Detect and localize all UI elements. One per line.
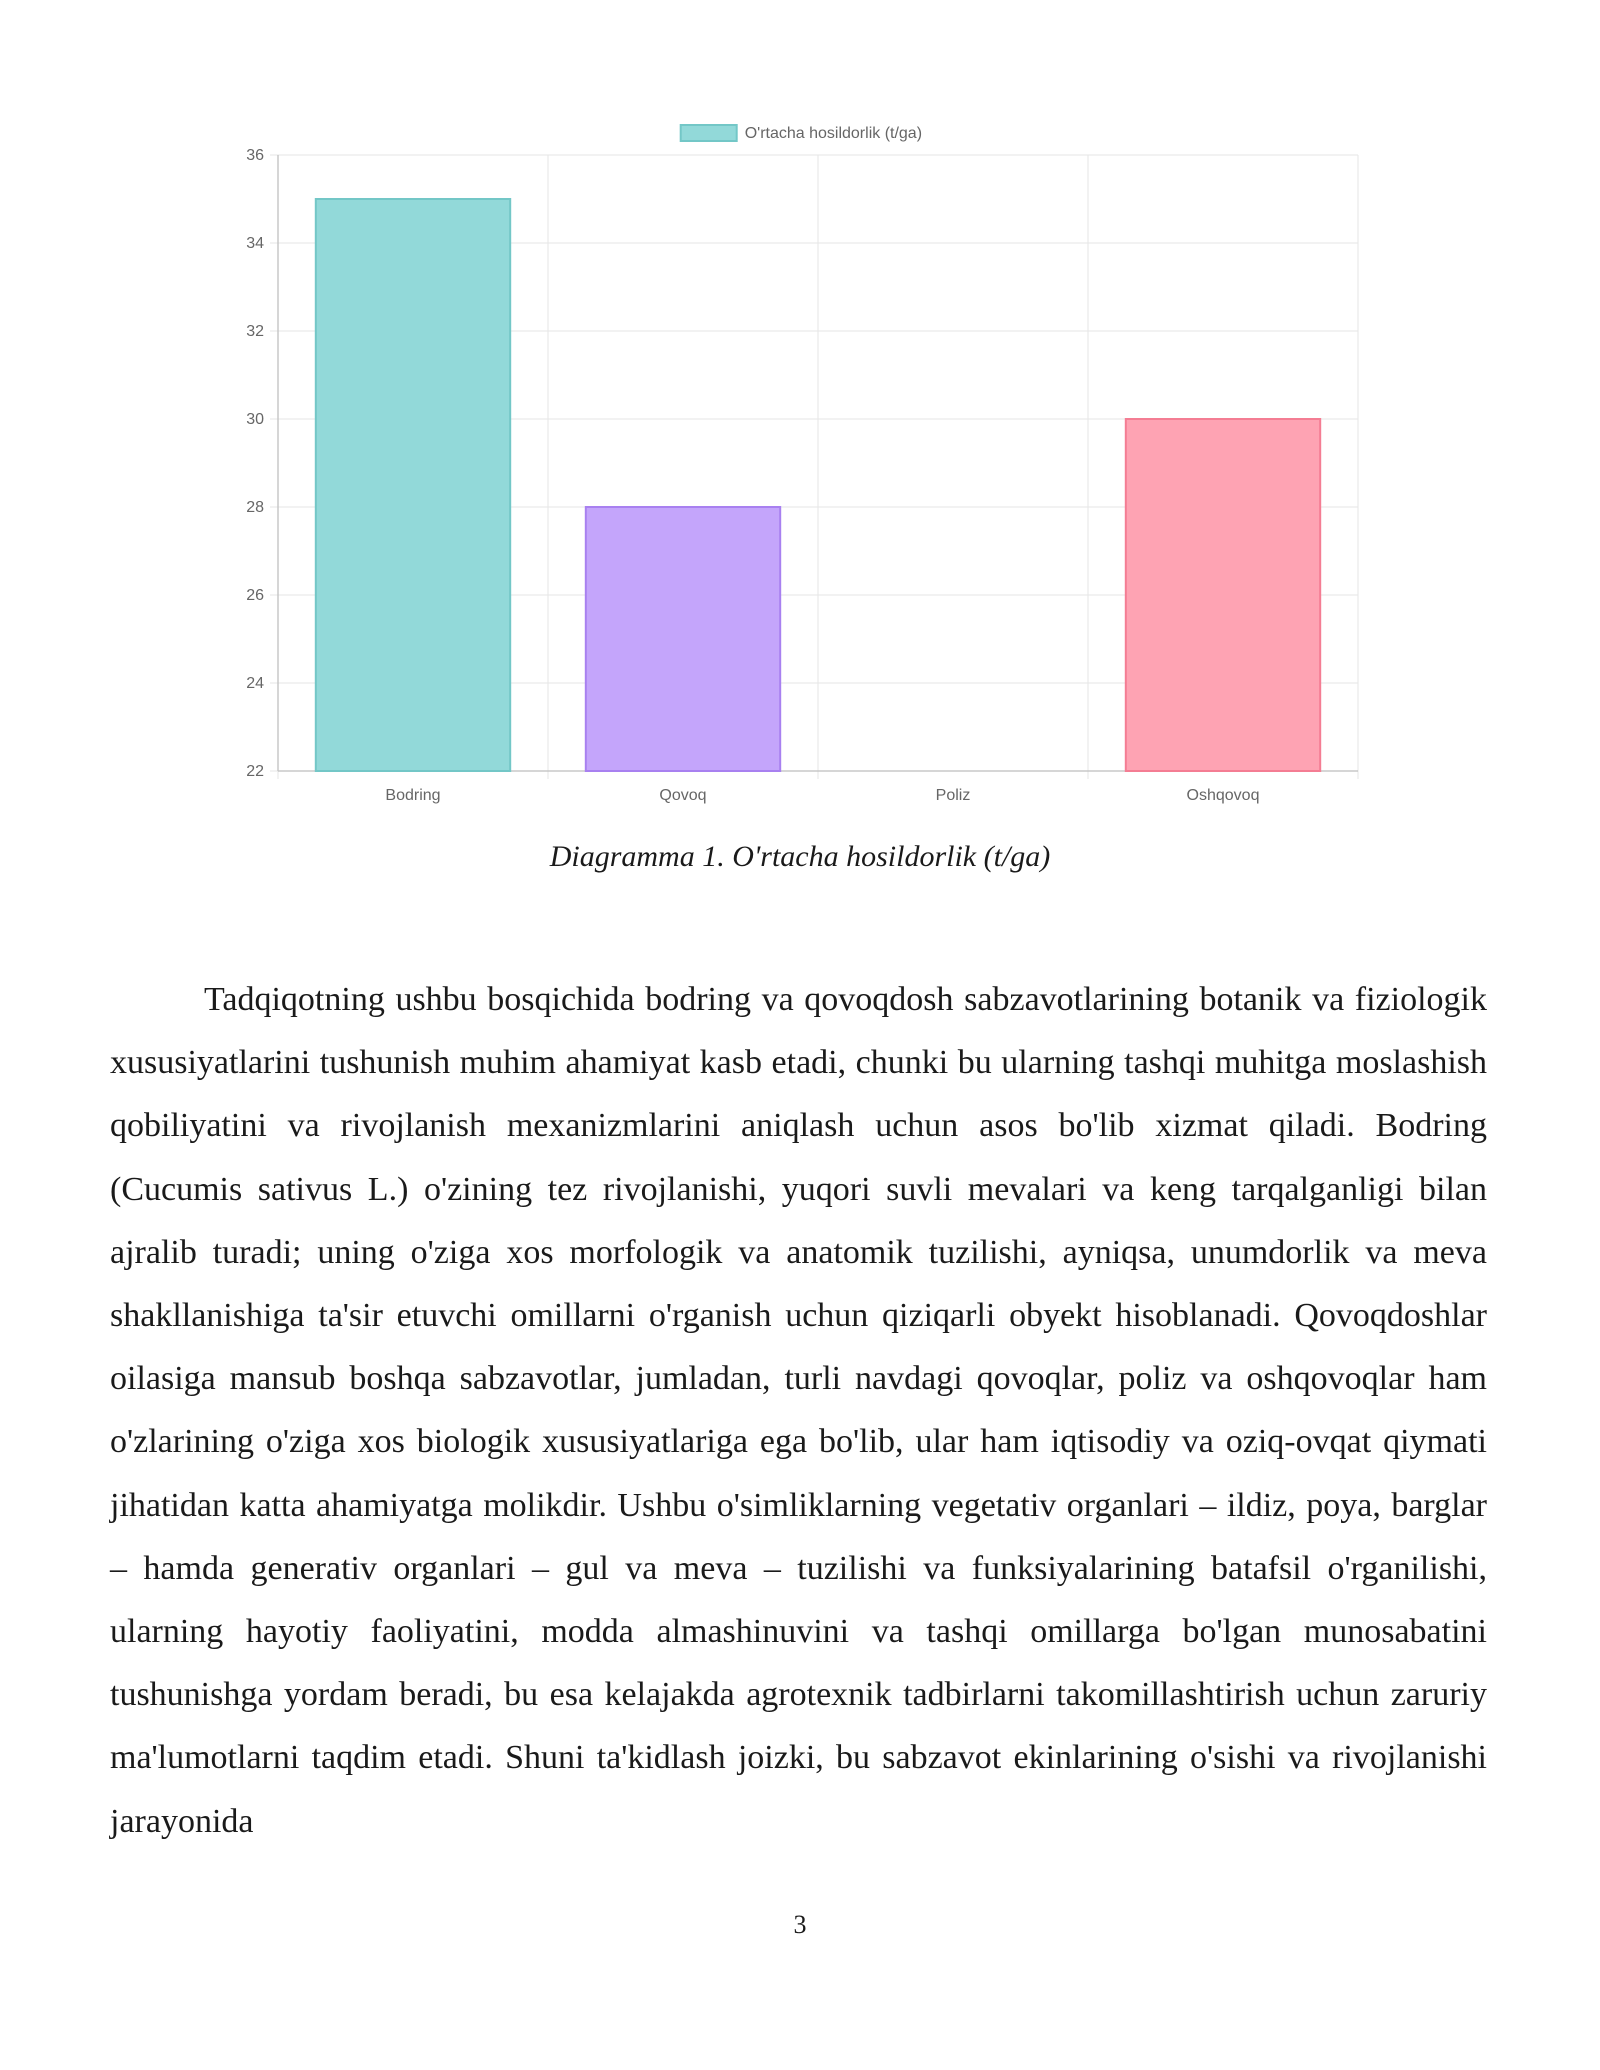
legend-label: O'rtacha hosildorlik (t/ga) (744, 125, 923, 142)
x-tick-label: Qovoq (659, 787, 707, 804)
body-paragraph: Tadqiqotning ushbu bosqichida bodring va qovoqdosh sabzavotlarining botanik va fiziologik xususiyatlarini tushunish muhim ahamiyat kasb etadi, chunki bu ularning tashqi muhitga moslashish qobiliyatini va rivojlanish mexanizmlarini aniqlash uchun asos bo'lib xizmat qiladi. Bodring (Cucumis sativus L.) o'zining tez rivojlanishi, yuqori suvli mevalari va keng tarqalganligi bilan ajralib turadi; uning o'ziga xos morfologik va anatomik tuzilishi, ayniqsa, unumdorlik va meva shakllanishiga ta'sir etuvchi omillarni o'rganish uchun qiziqarli obyekt hisoblanadi. Qovoqdoshlar oilasiga mansub boshqa sabzavotlar, jumladan, turli navdagi qovoqlar, poliz va oshqovoqlar ham o'zlarining o'ziga xos biologik xususiyatlariga ega bo'lib, ular ham iqtisodiy va oziq-ovqat qiymati jihatidan katta ahamiyatga molikdir. Ushbu o'simliklarning vegetativ organlari – ildiz, poya, barglar – hamda generativ organlari – gul va meva – tuzilishi va funksiyalarining batafsil o'rganilishi, ularning hayotiy faoliyatini, modda almashinuvini va tashqi omillarga bo'lgan munosabatini tushunishga yordam beradi, bu esa kelajakda agrotexnik tadbirlarni takomillashtirish uchun zaruriy ma'lumotlarni taqdim etadi. Shuni ta'kidlash joizki, bu sabzavot ekinlarining o'sishi va rivojlanishi jarayonida (110, 981, 1487, 1840)
y-tick-label: 26 (246, 587, 264, 604)
x-tick-label: Oshqovoq (1186, 787, 1260, 804)
bar-bodring (316, 199, 510, 771)
y-tick-label: 32 (246, 323, 264, 340)
chart-caption: Diagramma 1. O'rtacha hosildorlik (t/ga) (549, 840, 1051, 873)
y-tick-label: 30 (246, 411, 264, 428)
bar-oshqovoq (1126, 419, 1320, 771)
x-tick-label: Poliz (935, 787, 971, 804)
x-tick-label: Bodring (385, 787, 441, 804)
y-tick-label: 28 (246, 499, 264, 516)
bar-chart (180, 110, 1380, 830)
page-number: 3 (793, 1910, 807, 1939)
y-tick-label: 34 (246, 235, 264, 252)
y-tick-label: 24 (246, 675, 264, 692)
legend-swatch (681, 125, 737, 141)
y-tick-label: 36 (246, 147, 264, 164)
y-tick-label: 22 (246, 763, 264, 780)
bar-qovoq (586, 507, 780, 771)
chart-svg (180, 110, 1380, 830)
